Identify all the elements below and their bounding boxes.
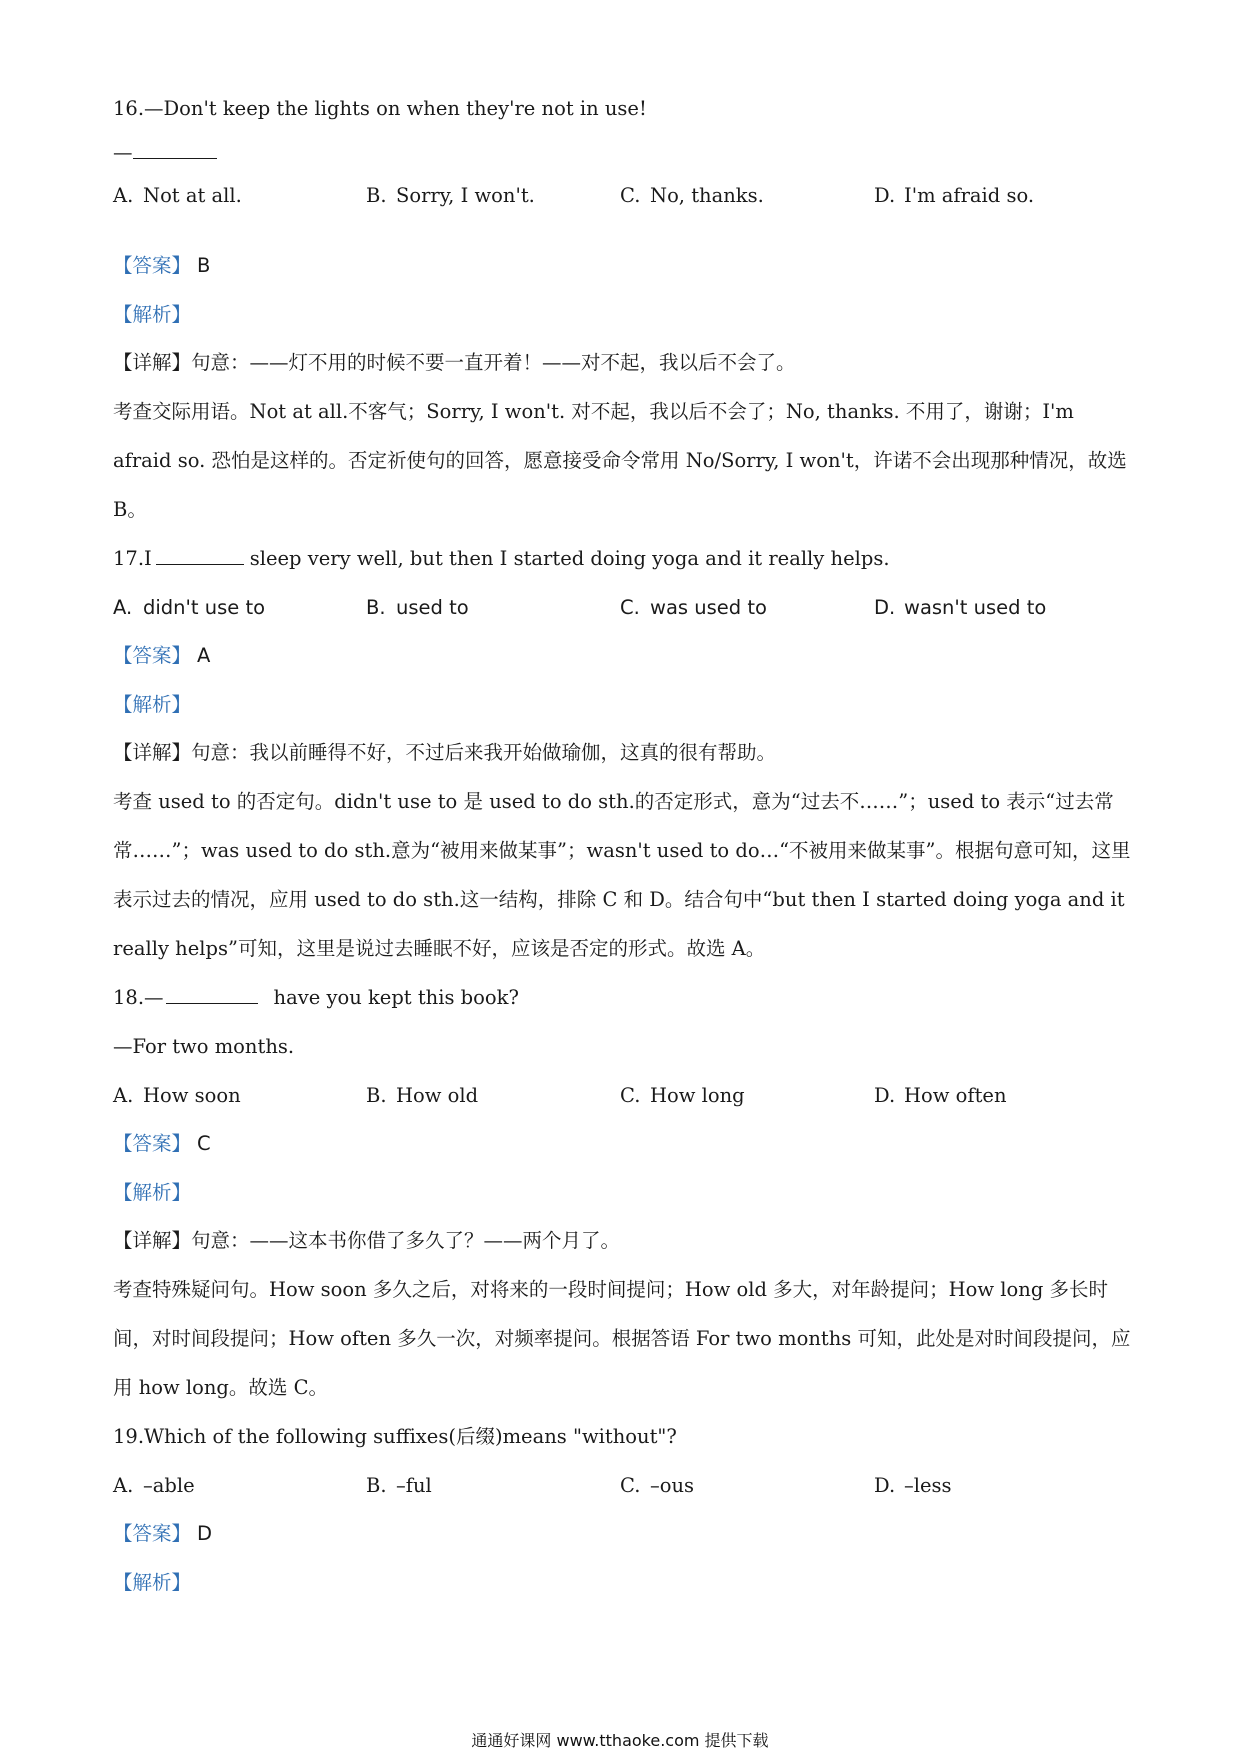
q19-analysis-label: 【解析】	[113, 1571, 192, 1594]
option-letter: B.	[366, 1084, 387, 1107]
q18-option-b	[366, 1083, 478, 1109]
answer-blank	[133, 140, 217, 159]
q18-stem	[113, 985, 519, 1011]
q16-explanation: 考查交际用语。Not at all.不客气；Sorry, I won't. 对不起，我以后不会了；No, thanks. 不用了，谢谢；I'm afraid so. 恐怕是这样的。否定祈使句的回答，愿意接受命令常用 No/Sorry, I won't，许诺不会出现那种情况，故选B。	[113, 400, 1127, 521]
q18-explanation: 考查特殊疑问句。How soon 多久之后，对将来的一段时间提问；How old 多大，对年龄提问；How long 多长时间，对时间段提问；How often 多久一次，对频率提问。根据答语 For two months 可知，此处是对时间段提问，应用 how long。故选 C。	[113, 1278, 1131, 1399]
answer-blank	[166, 985, 258, 1004]
option-letter: C.	[620, 596, 640, 619]
q18-option-c	[620, 1083, 745, 1109]
q17-explanation: 考查 used to 的否定句。didn't use to 是 used to do sth.的否定形式，意为“过去不……”；used to 表示“过去常常……”；was used to do sth.意为“被用来做某事”；wasn't used to do…“不被用来做某事”。根据句意可知，这里表示过去的情况，应用 used to do sth.这一结构，排除 C 和 D。结合句中“but then I started doing yoga and it really helps”可知，这里是说过去睡眠不好，应该是否定的形式。故选 A。	[113, 790, 1131, 960]
option-letter: A.	[113, 1084, 134, 1107]
option-text: Sorry, I won't.	[396, 184, 535, 207]
option-text: How long	[650, 1084, 745, 1107]
q16-option-d	[874, 183, 1034, 209]
answer-value: D	[197, 1522, 213, 1545]
q18-stem-after: have you kept this book?	[273, 986, 519, 1009]
option-letter: B.	[366, 184, 387, 207]
option-letter: D.	[874, 1084, 896, 1107]
q17-option-d	[874, 595, 1046, 621]
option-text: used to	[396, 596, 469, 619]
option-text: –less	[904, 1474, 952, 1497]
q16-analysis-label: 【解析】	[113, 303, 192, 326]
q16-stem: 16.—Don't keep the lights on when they're not in use!	[113, 97, 647, 120]
option-letter: D.	[874, 1474, 896, 1497]
q16-option-b	[366, 183, 535, 209]
option-letter: D.	[874, 596, 896, 619]
q18-reply: —For two months.	[113, 1035, 295, 1058]
q17-option-a	[113, 595, 265, 621]
option-letter: C.	[620, 1474, 641, 1497]
option-letter: A.	[113, 184, 134, 207]
option-text: I'm afraid so.	[904, 184, 1035, 207]
option-text: –ous	[650, 1474, 695, 1497]
q17-stem-after: sleep very well, but then I started doing yoga and it really helps.	[249, 547, 890, 570]
answer-label: 【答案】	[113, 644, 192, 667]
q19-stem: 19.Which of the following suffixes(后缀)means "without"?	[113, 1425, 677, 1448]
option-text: was used to	[650, 596, 767, 619]
q17-answer	[113, 643, 210, 669]
q17-option-c	[620, 595, 767, 621]
option-text: How old	[396, 1084, 479, 1107]
q18-detail: 【详解】句意：——这本书你借了多久了？——两个月了。	[113, 1229, 621, 1252]
answer-value: B	[197, 254, 211, 277]
answer-label: 【答案】	[113, 1522, 192, 1545]
q17-detail: 【详解】句意：我以前睡得不好，不过后来我开始做瑜伽，这真的很有帮助。	[113, 741, 777, 764]
q16-option-a	[113, 183, 242, 209]
option-letter: A.	[113, 1474, 134, 1497]
q16-option-c	[620, 183, 764, 209]
q19-option-a	[113, 1473, 195, 1499]
q19-answer	[113, 1521, 212, 1547]
option-text: wasn't used to	[904, 596, 1047, 619]
q19-option-d	[874, 1473, 952, 1499]
q17-stem	[113, 546, 890, 572]
q18-option-a	[113, 1083, 241, 1109]
option-text: –able	[143, 1474, 195, 1497]
q16-answer	[113, 253, 210, 279]
option-text: –ful	[396, 1474, 432, 1497]
option-letter: C.	[620, 184, 641, 207]
q19-option-c	[620, 1473, 694, 1499]
answer-value: C	[197, 1132, 211, 1155]
q16-detail: 【详解】句意：——灯不用的时候不要一直开着！——对不起，我以后不会了。	[113, 351, 796, 374]
option-text: How soon	[143, 1084, 241, 1107]
option-text: No, thanks.	[650, 184, 764, 207]
answer-label: 【答案】	[113, 1132, 192, 1155]
option-text: How often	[904, 1084, 1007, 1107]
q18-analysis-label: 【解析】	[113, 1181, 192, 1204]
q16-reply-dash: —	[113, 141, 133, 164]
answer-label: 【答案】	[113, 254, 192, 277]
option-letter: B.	[366, 596, 386, 619]
answer-blank	[156, 546, 244, 565]
q19-option-b	[366, 1473, 432, 1499]
option-text: didn't use to	[143, 596, 266, 619]
q17-analysis-label: 【解析】	[113, 693, 192, 716]
q17-option-b	[366, 595, 469, 621]
q18-option-d	[874, 1083, 1007, 1109]
q18-stem-before: 18.—	[113, 986, 164, 1009]
q17-stem-before: 17.I	[113, 547, 152, 570]
q18-answer	[113, 1131, 211, 1157]
option-text: Not at all.	[143, 184, 242, 207]
option-letter: B.	[366, 1474, 387, 1497]
q16-reply-line	[113, 140, 217, 166]
option-letter: C.	[620, 1084, 641, 1107]
answer-value: A	[197, 644, 211, 667]
option-letter: A.	[113, 596, 133, 619]
option-letter: D.	[874, 184, 896, 207]
page-footer: 通通好课网 www.tthaoke.com 提供下载	[471, 1731, 769, 1750]
